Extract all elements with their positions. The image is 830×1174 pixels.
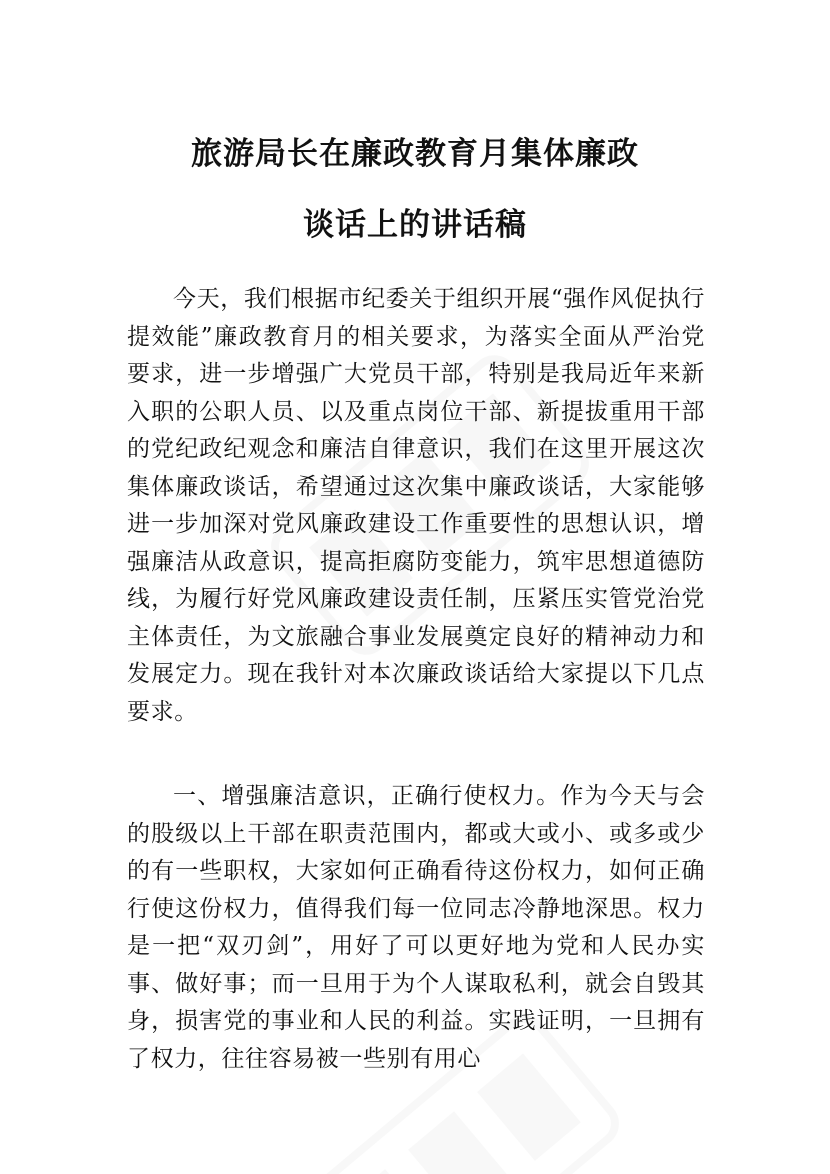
body-paragraph-2: 一、增强廉洁意识，正确行使权力。作为今天与会的股级以上干部在职责范围内，都或大或小、或多或少的有一些职权，大家如何正确看待这份权力，如何正确行使这份权力，值得我们每一位同志冷静地深思。权力是一把“双刃剑”，用好了可以更好地为党和人民办实事、做好事；而一旦用于为个人谋取私利，就会自毁其身，损害党的事业和人民的利益。实践证明，一旦拥有了权力，往往容易被一些别有用心 — [127, 783, 705, 1072]
body-paragraph-1: 今天，我们根据市纪委关于组织开展“强作风促执行提效能”廉政教育月的相关要求，为落实全面从严治党要求，进一步增强广大党员干部，特别是我局近年来新入职的公职人员、以及重点岗位干部、新提拔重用干部的党纪政纪观念和廉洁自律意识，我们在这里开展这次集体廉政谈话，希望通过这次集中廉政谈话，大家能够进一步加深对党风廉政建设工作重要性的思想认识，增强廉洁从政意识，提高拒腐防变能力，筑牢思想道德防线，为履行好党风廉政建设责任制，压紧压实管党治党主体责任，为文旅融合事业发展奠定良好的精神动力和发展定力。现在我针对本次廉政谈话给大家提以下几点要求。 — [127, 286, 705, 725]
document-title-line-1: 旅游局长在廉政教育月集体廉政 — [191, 136, 639, 172]
document-title-line-2: 谈话上的讲话稿 — [303, 207, 527, 243]
